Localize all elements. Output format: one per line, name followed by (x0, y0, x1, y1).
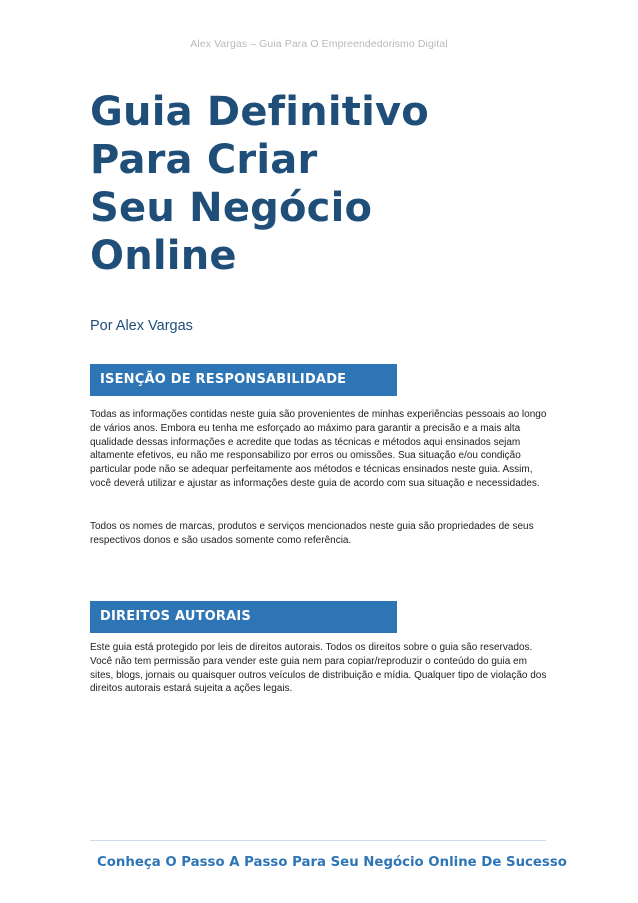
title-line: Para Criar (90, 137, 318, 183)
copyright-heading: DIREITOS AUTORAIS (90, 601, 397, 633)
disclaimer-heading: ISENÇÃO DE RESPONSABILIDADE (90, 364, 397, 396)
running-header: Alex Vargas – Guia Para O Empreendedorismo Digital (190, 38, 448, 50)
footer-divider (90, 840, 546, 841)
title-line: Guia Definitivo (90, 89, 429, 135)
copyright-paragraph: Este guia está protegido por leis de direitos autorais. Todos os direitos sobre o guia são reservados. Você não tem permissão para vender este guia nem para copiar/reproduzir o conteúdo do guia em sites, blogs, jornais ou quaisquer outros veículos de distribuição e mídia. Qualquer tipo de violação dos direitos autorais estará sujeita a ações legais. (90, 642, 547, 695)
footer-cta-link[interactable]: Conheça O Passo A Passo Para Seu Negócio Online De Sucesso (97, 855, 567, 870)
title-line: Online (90, 233, 237, 279)
author-byline: Por Alex Vargas (90, 318, 193, 334)
page-title (90, 88, 429, 280)
title-line: Seu Negócio (90, 185, 373, 231)
trademark-paragraph: Todos os nomes de marcas, produtos e serviços mencionados neste guia são propriedades de seus respectivos donos e são usados somente como referência. (90, 521, 534, 546)
disclaimer-paragraph: Todas as informações contidas neste guia são provenientes de minhas experiências pessoais ao longo de vários anos. Embora eu tenha me esforçado ao máximo para garantir a precisão e a mais alta qualidade dessas informações e acredite que todas as técnicas e métodos aqui ensinados sejam altamente efetivos, eu não me responsabilizo por erros ou omissões. Sua situação e/ou condição particular pode não se adequar perfeitamente aos métodos e técnicas ensinados neste guia. Assim, você deverá utilizar e ajustar as informações deste guia de acordo com sua situação e necessidades. (90, 409, 547, 489)
